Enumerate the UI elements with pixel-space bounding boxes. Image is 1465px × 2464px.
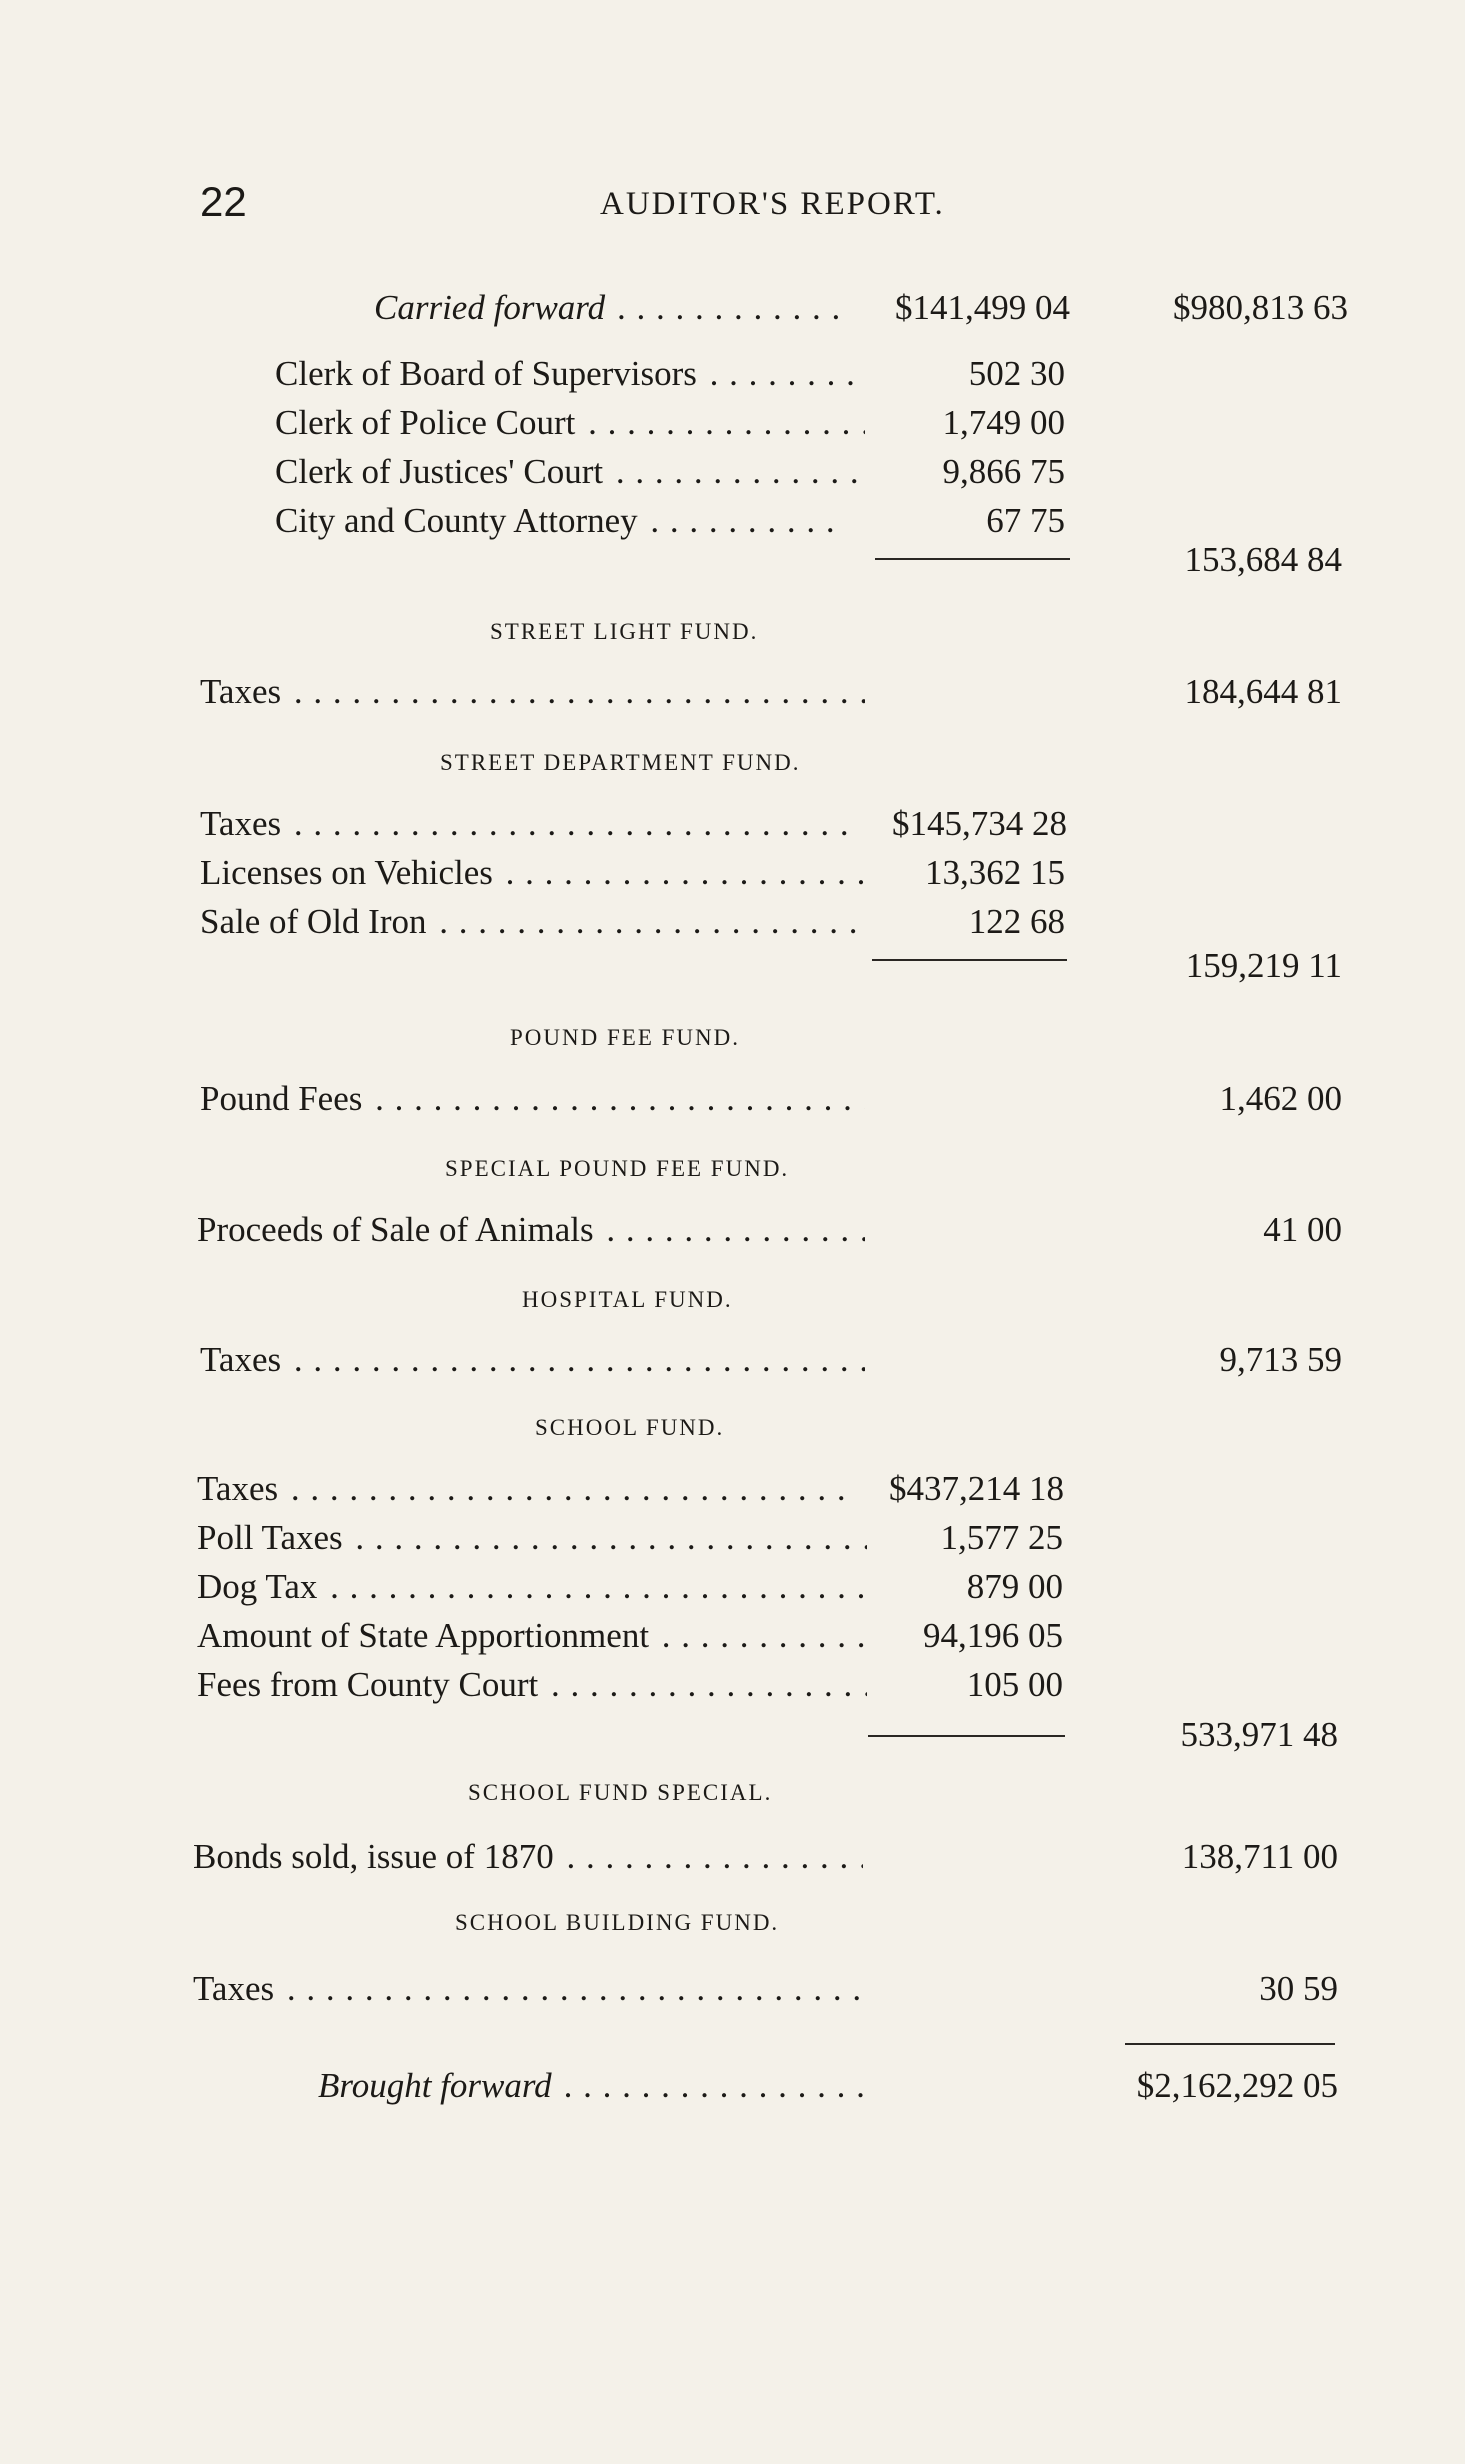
- list-item: Pound Fees . . . 1,462 00: [0, 1077, 1400, 1121]
- section-heading: SCHOOL FUND.: [535, 1415, 725, 1440]
- section-heading: POUND FEE FUND.: [510, 1025, 740, 1050]
- brought-forward-label: Brought forward: [318, 2066, 556, 2105]
- page-number: 22: [200, 178, 247, 225]
- list-item: Taxes . . . 184,644 81: [0, 670, 1400, 714]
- list-item: Fees from County Court . . . 105 00: [0, 1663, 1400, 1707]
- street-dept-total-row: [0, 944, 1400, 988]
- running-title: AUDITOR'S REPORT.: [600, 186, 945, 222]
- list-item: Taxes . . . $145,734 28: [0, 802, 1400, 846]
- section-heading: STREET DEPARTMENT FUND.: [440, 750, 801, 775]
- list-item: Licenses on Vehicles . . . 13,362 15: [0, 851, 1400, 895]
- list-item: Amount of State Apportionment . . . 94,196 05: [0, 1614, 1400, 1658]
- grand-total-rule: [1125, 2043, 1335, 2045]
- list-item: Clerk of Board of Supervisors . . . 502 30: [0, 352, 1400, 396]
- carried-forward-col2: $980,813 63: [1173, 288, 1348, 327]
- list-item: Proceeds of Sale of Animals . . . 41 00: [0, 1208, 1400, 1252]
- list-item: Poll Taxes . . . 1,577 25: [0, 1516, 1400, 1560]
- list-item: Clerk of Justices' Court . . . 9,866 75: [0, 450, 1400, 494]
- section-heading: STREET LIGHT FUND.: [490, 619, 759, 644]
- school-total-row: [0, 1713, 1400, 1757]
- list-item: Bonds sold, issue of 1870 . . . 138,711 00: [0, 1835, 1400, 1879]
- section-heading: HOSPITAL FUND.: [522, 1287, 733, 1312]
- brought-forward-total: $2,162,292 05: [1136, 2066, 1338, 2105]
- section-heading: SCHOOL BUILDING FUND.: [455, 1910, 780, 1935]
- list-item: Taxes . . . $437,214 18: [0, 1467, 1400, 1511]
- carried-forward-col1: $141,499 04: [895, 288, 1070, 327]
- carried-forward-row: [0, 286, 1400, 330]
- carried-forward-label: Carried forward: [374, 288, 609, 327]
- list-item: City and County Attorney . . . 67 75: [0, 499, 1400, 543]
- list-item: Clerk of Police Court . . . 1,749 00: [0, 401, 1400, 445]
- clerks-total: 153,684 84: [1184, 540, 1342, 579]
- section-heading: SPECIAL POUND FEE FUND.: [445, 1156, 790, 1181]
- street-dept-total: 159,219 11: [1185, 946, 1342, 985]
- list-item: Sale of Old Iron . . . 122 68: [0, 900, 1400, 944]
- brought-forward-row: [0, 2064, 1400, 2108]
- clerks-total-row: [0, 538, 1400, 582]
- list-item: Taxes . . . 30 59: [0, 1967, 1400, 2011]
- school-total: 533,971 48: [1180, 1715, 1338, 1754]
- section-heading: SCHOOL FUND SPECIAL.: [468, 1780, 773, 1805]
- list-item: Dog Tax . . . 879 00: [0, 1565, 1400, 1609]
- list-item: Taxes . . . 9,713 59: [0, 1338, 1400, 1382]
